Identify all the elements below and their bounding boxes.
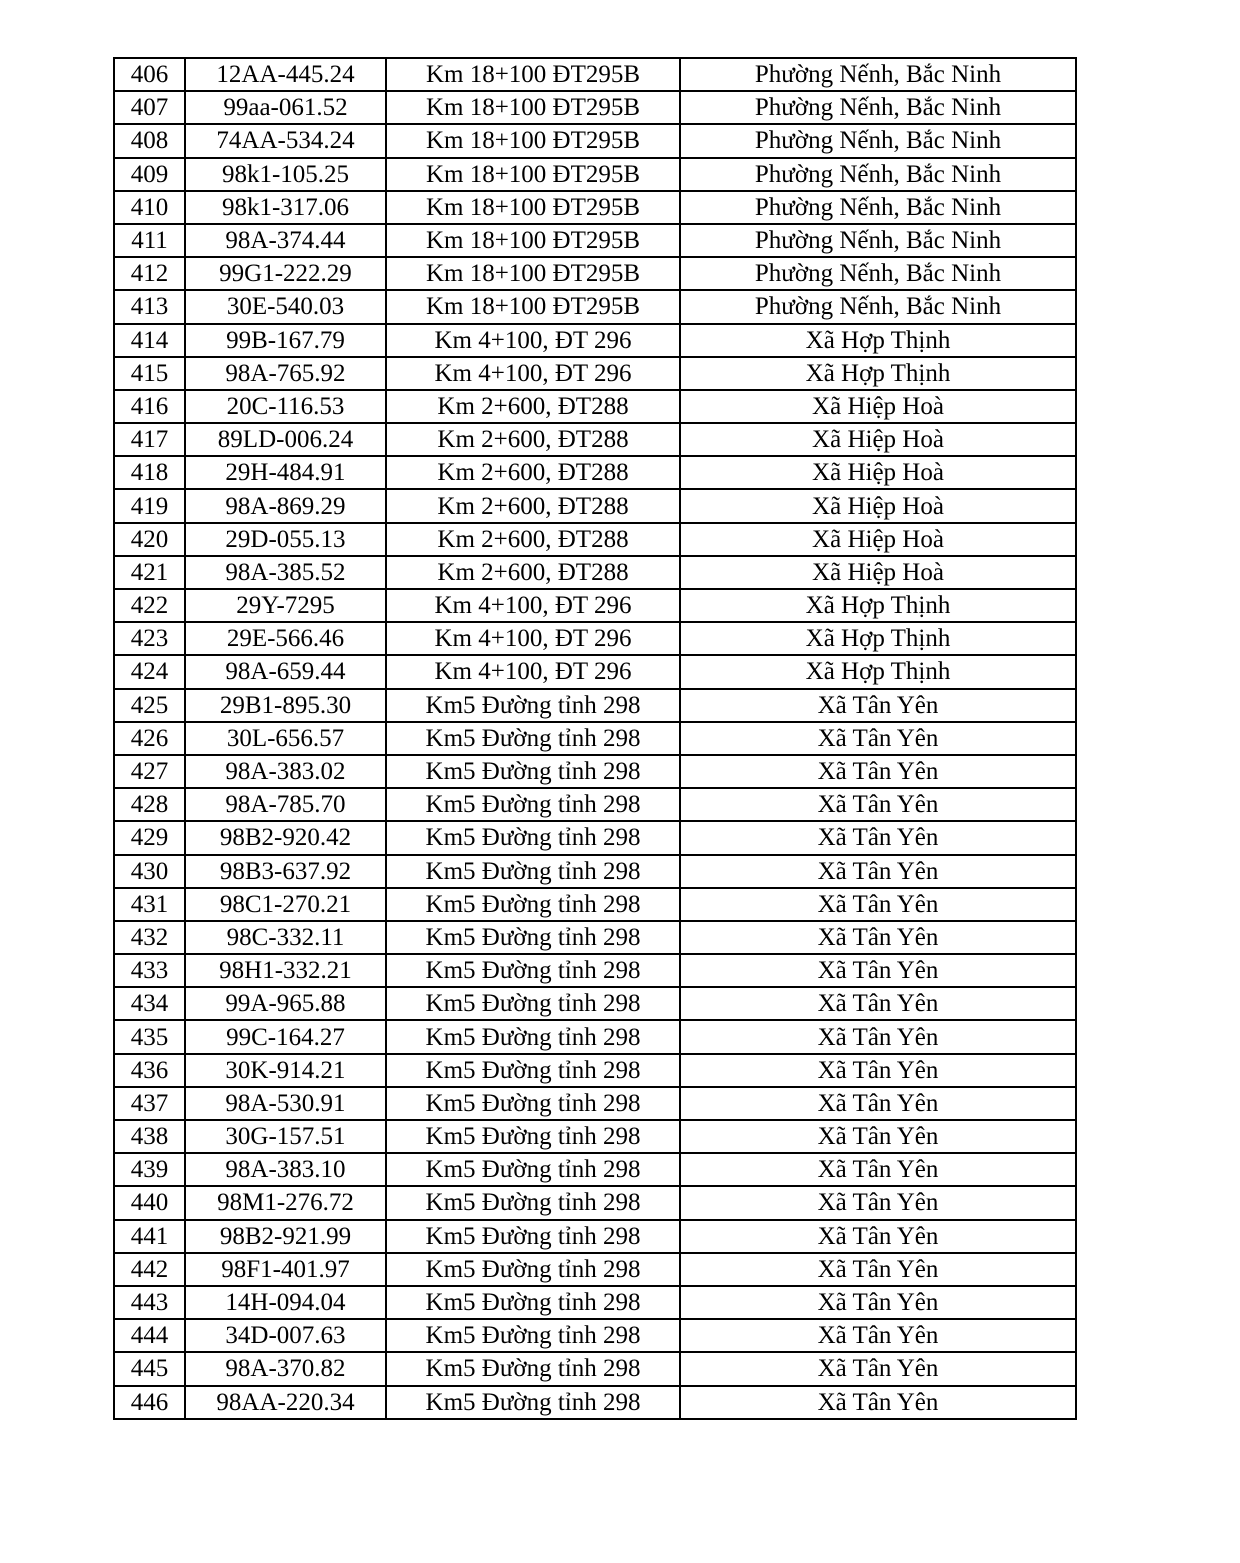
table-row	[114, 290, 1076, 323]
table-row	[114, 1386, 1076, 1419]
location-cell: Km 4+100, ĐT 296	[386, 357, 680, 390]
location-cell: Km5 Đường tỉnh 298	[386, 821, 680, 854]
ward-cell: Xã Tân Yên	[680, 1319, 1076, 1352]
ward-cell: Xã Tân Yên	[680, 987, 1076, 1020]
row-number-cell: 446	[114, 1386, 185, 1419]
location-cell: Km5 Đường tỉnh 298	[386, 888, 680, 921]
table-row	[114, 788, 1076, 821]
location-cell: Km 4+100, ĐT 296	[386, 622, 680, 655]
table-row	[114, 191, 1076, 224]
row-number-cell: 427	[114, 755, 185, 788]
license-plate-cell: 30E-540.03	[185, 290, 386, 323]
license-plate-cell: 99aa-061.52	[185, 91, 386, 124]
location-cell: Km 18+100 ĐT295B	[386, 224, 680, 257]
location-cell: Km5 Đường tỉnh 298	[386, 921, 680, 954]
location-cell: Km5 Đường tỉnh 298	[386, 855, 680, 888]
row-number-cell: 435	[114, 1020, 185, 1053]
table-row	[114, 224, 1076, 257]
license-plate-cell: 98A-785.70	[185, 788, 386, 821]
license-plate-cell: 98A-869.29	[185, 489, 386, 522]
license-plate-cell: 99B-167.79	[185, 324, 386, 357]
row-number-cell: 418	[114, 456, 185, 489]
license-plate-cell: 98A-374.44	[185, 224, 386, 257]
license-plate-cell: 98k1-105.25	[185, 158, 386, 191]
location-cell: Km5 Đường tỉnh 298	[386, 722, 680, 755]
table-row	[114, 158, 1076, 191]
location-cell: Km 18+100 ĐT295B	[386, 158, 680, 191]
ward-cell: Xã Tân Yên	[680, 921, 1076, 954]
license-plate-cell: 29B1-895.30	[185, 689, 386, 722]
ward-cell: Xã Tân Yên	[680, 755, 1076, 788]
row-number-cell: 434	[114, 987, 185, 1020]
license-plate-cell: 98A-659.44	[185, 655, 386, 688]
ward-cell: Xã Hiệp Hoà	[680, 556, 1076, 589]
table-row	[114, 1020, 1076, 1053]
location-cell: Km 2+600, ĐT288	[386, 456, 680, 489]
license-plate-cell: 99G1-222.29	[185, 257, 386, 290]
ward-cell: Xã Tân Yên	[680, 821, 1076, 854]
table-row	[114, 1220, 1076, 1253]
ward-cell: Xã Hiệp Hoà	[680, 423, 1076, 456]
license-plate-cell: 34D-007.63	[185, 1319, 386, 1352]
ward-cell: Phường Nếnh, Bắc Ninh	[680, 257, 1076, 290]
table-row	[114, 987, 1076, 1020]
table-row	[114, 456, 1076, 489]
ward-cell: Xã Tân Yên	[680, 1386, 1076, 1419]
ward-cell: Xã Tân Yên	[680, 954, 1076, 987]
row-number-cell: 439	[114, 1153, 185, 1186]
row-number-cell: 430	[114, 855, 185, 888]
location-cell: Km5 Đường tỉnh 298	[386, 1220, 680, 1253]
license-plate-cell: 89LD-006.24	[185, 423, 386, 456]
row-number-cell: 443	[114, 1286, 185, 1319]
license-plate-cell: 74AA-534.24	[185, 124, 386, 157]
table-row	[114, 257, 1076, 290]
license-plate-cell: 20C-116.53	[185, 390, 386, 423]
row-number-cell: 406	[114, 58, 185, 91]
location-cell: Km 4+100, ĐT 296	[386, 655, 680, 688]
table-row	[114, 888, 1076, 921]
license-plate-cell: 98F1-401.97	[185, 1253, 386, 1286]
table-row	[114, 556, 1076, 589]
license-plate-cell: 98A-383.10	[185, 1153, 386, 1186]
ward-cell: Xã Tân Yên	[680, 1186, 1076, 1219]
license-plate-cell: 98AA-220.34	[185, 1386, 386, 1419]
row-number-cell: 428	[114, 788, 185, 821]
location-cell: Km 18+100 ĐT295B	[386, 257, 680, 290]
location-cell: Km 18+100 ĐT295B	[386, 191, 680, 224]
location-cell: Km 2+600, ĐT288	[386, 556, 680, 589]
license-plate-cell: 98M1-276.72	[185, 1186, 386, 1219]
license-plate-cell: 98A-385.52	[185, 556, 386, 589]
ward-cell: Xã Hợp Thịnh	[680, 622, 1076, 655]
license-plate-cell: 29D-055.13	[185, 523, 386, 556]
row-number-cell: 408	[114, 124, 185, 157]
location-cell: Km5 Đường tỉnh 298	[386, 1286, 680, 1319]
row-number-cell: 414	[114, 324, 185, 357]
row-number-cell: 438	[114, 1120, 185, 1153]
ward-cell: Xã Tân Yên	[680, 1120, 1076, 1153]
ward-cell: Phường Nếnh, Bắc Ninh	[680, 124, 1076, 157]
license-plate-cell: 99C-164.27	[185, 1020, 386, 1053]
ward-cell: Xã Hợp Thịnh	[680, 324, 1076, 357]
table-row	[114, 722, 1076, 755]
location-cell: Km5 Đường tỉnh 298	[386, 1319, 680, 1352]
ward-cell: Xã Tân Yên	[680, 888, 1076, 921]
ward-cell: Xã Tân Yên	[680, 788, 1076, 821]
ward-cell: Xã Tân Yên	[680, 855, 1076, 888]
license-plate-cell: 29H-484.91	[185, 456, 386, 489]
row-number-cell: 421	[114, 556, 185, 589]
ward-cell: Xã Hiệp Hoà	[680, 523, 1076, 556]
ward-cell: Xã Tân Yên	[680, 1054, 1076, 1087]
table-row	[114, 689, 1076, 722]
table-row	[114, 489, 1076, 522]
location-cell: Km 4+100, ĐT 296	[386, 324, 680, 357]
location-cell: Km5 Đường tỉnh 298	[386, 1087, 680, 1120]
license-plate-cell: 98B2-921.99	[185, 1220, 386, 1253]
license-plate-cell: 98C-332.11	[185, 921, 386, 954]
license-plate-cell: 14H-094.04	[185, 1286, 386, 1319]
table-row	[114, 755, 1076, 788]
license-plate-cell: 29E-566.46	[185, 622, 386, 655]
license-plate-cell: 30K-914.21	[185, 1054, 386, 1087]
table-row	[114, 1120, 1076, 1153]
row-number-cell: 424	[114, 655, 185, 688]
location-cell: Km5 Đường tỉnh 298	[386, 1386, 680, 1419]
location-cell: Km5 Đường tỉnh 298	[386, 1020, 680, 1053]
row-number-cell: 441	[114, 1220, 185, 1253]
table-row	[114, 1319, 1076, 1352]
location-cell: Km5 Đường tỉnh 298	[386, 689, 680, 722]
location-cell: Km 18+100 ĐT295B	[386, 58, 680, 91]
ward-cell: Xã Hợp Thịnh	[680, 655, 1076, 688]
table-row	[114, 423, 1076, 456]
location-cell: Km5 Đường tỉnh 298	[386, 1253, 680, 1286]
location-cell: Km5 Đường tỉnh 298	[386, 1186, 680, 1219]
license-plate-cell: 30L-656.57	[185, 722, 386, 755]
table-row	[114, 523, 1076, 556]
row-number-cell: 433	[114, 954, 185, 987]
table-row	[114, 921, 1076, 954]
table-row	[114, 655, 1076, 688]
row-number-cell: 425	[114, 689, 185, 722]
license-plate-cell: 98A-383.02	[185, 755, 386, 788]
row-number-cell: 407	[114, 91, 185, 124]
location-cell: Km 2+600, ĐT288	[386, 423, 680, 456]
license-plate-cell: 98H1-332.21	[185, 954, 386, 987]
license-plate-cell: 98A-765.92	[185, 357, 386, 390]
ward-cell: Phường Nếnh, Bắc Ninh	[680, 158, 1076, 191]
ward-cell: Phường Nếnh, Bắc Ninh	[680, 224, 1076, 257]
row-number-cell: 444	[114, 1319, 185, 1352]
table-row	[114, 357, 1076, 390]
row-number-cell: 422	[114, 589, 185, 622]
row-number-cell: 410	[114, 191, 185, 224]
row-number-cell: 409	[114, 158, 185, 191]
row-number-cell: 429	[114, 821, 185, 854]
location-cell: Km5 Đường tỉnh 298	[386, 1120, 680, 1153]
ward-cell: Xã Hợp Thịnh	[680, 589, 1076, 622]
location-cell: Km5 Đường tỉnh 298	[386, 1153, 680, 1186]
ward-cell: Xã Hiệp Hoà	[680, 390, 1076, 423]
license-plate-cell: 98k1-317.06	[185, 191, 386, 224]
location-cell: Km 2+600, ĐT288	[386, 489, 680, 522]
ward-cell: Phường Nếnh, Bắc Ninh	[680, 290, 1076, 323]
license-plate-cell: 29Y-7295	[185, 589, 386, 622]
location-cell: Km5 Đường tỉnh 298	[386, 1352, 680, 1385]
table-row	[114, 324, 1076, 357]
ward-cell: Xã Hiệp Hoà	[680, 456, 1076, 489]
table-row	[114, 58, 1076, 91]
row-number-cell: 419	[114, 489, 185, 522]
location-cell: Km 18+100 ĐT295B	[386, 124, 680, 157]
ward-cell: Xã Tân Yên	[680, 1220, 1076, 1253]
table-row	[114, 124, 1076, 157]
row-number-cell: 411	[114, 224, 185, 257]
table-row	[114, 1253, 1076, 1286]
row-number-cell: 436	[114, 1054, 185, 1087]
license-plate-cell: 98B2-920.42	[185, 821, 386, 854]
ward-cell: Xã Tân Yên	[680, 1286, 1076, 1319]
location-cell: Km5 Đường tỉnh 298	[386, 788, 680, 821]
license-plate-cell: 12AA-445.24	[185, 58, 386, 91]
location-cell: Km5 Đường tỉnh 298	[386, 755, 680, 788]
violations-table	[113, 57, 1077, 1420]
license-plate-cell: 99A-965.88	[185, 987, 386, 1020]
license-plate-cell: 98A-530.91	[185, 1087, 386, 1120]
table-row	[114, 1352, 1076, 1385]
row-number-cell: 423	[114, 622, 185, 655]
table-row	[114, 1054, 1076, 1087]
table-row	[114, 589, 1076, 622]
row-number-cell: 437	[114, 1087, 185, 1120]
row-number-cell: 431	[114, 888, 185, 921]
table-row	[114, 821, 1076, 854]
row-number-cell: 426	[114, 722, 185, 755]
row-number-cell: 445	[114, 1352, 185, 1385]
row-number-cell: 420	[114, 523, 185, 556]
row-number-cell: 432	[114, 921, 185, 954]
ward-cell: Xã Tân Yên	[680, 1153, 1076, 1186]
location-cell: Km5 Đường tỉnh 298	[386, 954, 680, 987]
ward-cell: Xã Tân Yên	[680, 722, 1076, 755]
location-cell: Km 18+100 ĐT295B	[386, 290, 680, 323]
table-row	[114, 622, 1076, 655]
row-number-cell: 417	[114, 423, 185, 456]
table-row	[114, 855, 1076, 888]
location-cell: Km5 Đường tỉnh 298	[386, 1054, 680, 1087]
row-number-cell: 413	[114, 290, 185, 323]
ward-cell: Phường Nếnh, Bắc Ninh	[680, 191, 1076, 224]
ward-cell: Phường Nếnh, Bắc Ninh	[680, 91, 1076, 124]
location-cell: Km 18+100 ĐT295B	[386, 91, 680, 124]
table-row	[114, 390, 1076, 423]
ward-cell: Xã Hợp Thịnh	[680, 357, 1076, 390]
table-row	[114, 1286, 1076, 1319]
row-number-cell: 416	[114, 390, 185, 423]
location-cell: Km 4+100, ĐT 296	[386, 589, 680, 622]
ward-cell: Xã Tân Yên	[680, 1087, 1076, 1120]
row-number-cell: 415	[114, 357, 185, 390]
ward-cell: Xã Tân Yên	[680, 1352, 1076, 1385]
table-row	[114, 91, 1076, 124]
ward-cell: Phường Nếnh, Bắc Ninh	[680, 58, 1076, 91]
license-plate-cell: 30G-157.51	[185, 1120, 386, 1153]
table-row	[114, 1186, 1076, 1219]
row-number-cell: 442	[114, 1253, 185, 1286]
location-cell: Km5 Đường tỉnh 298	[386, 987, 680, 1020]
license-plate-cell: 98A-370.82	[185, 1352, 386, 1385]
ward-cell: Xã Tân Yên	[680, 1253, 1076, 1286]
location-cell: Km 2+600, ĐT288	[386, 390, 680, 423]
location-cell: Km 2+600, ĐT288	[386, 523, 680, 556]
table-row	[114, 1153, 1076, 1186]
ward-cell: Xã Hiệp Hoà	[680, 489, 1076, 522]
table-row	[114, 954, 1076, 987]
license-plate-cell: 98B3-637.92	[185, 855, 386, 888]
ward-cell: Xã Tân Yên	[680, 1020, 1076, 1053]
table-row	[114, 1087, 1076, 1120]
license-plate-cell: 98C1-270.21	[185, 888, 386, 921]
ward-cell: Xã Tân Yên	[680, 689, 1076, 722]
table-body	[114, 58, 1076, 1419]
row-number-cell: 440	[114, 1186, 185, 1219]
row-number-cell: 412	[114, 257, 185, 290]
